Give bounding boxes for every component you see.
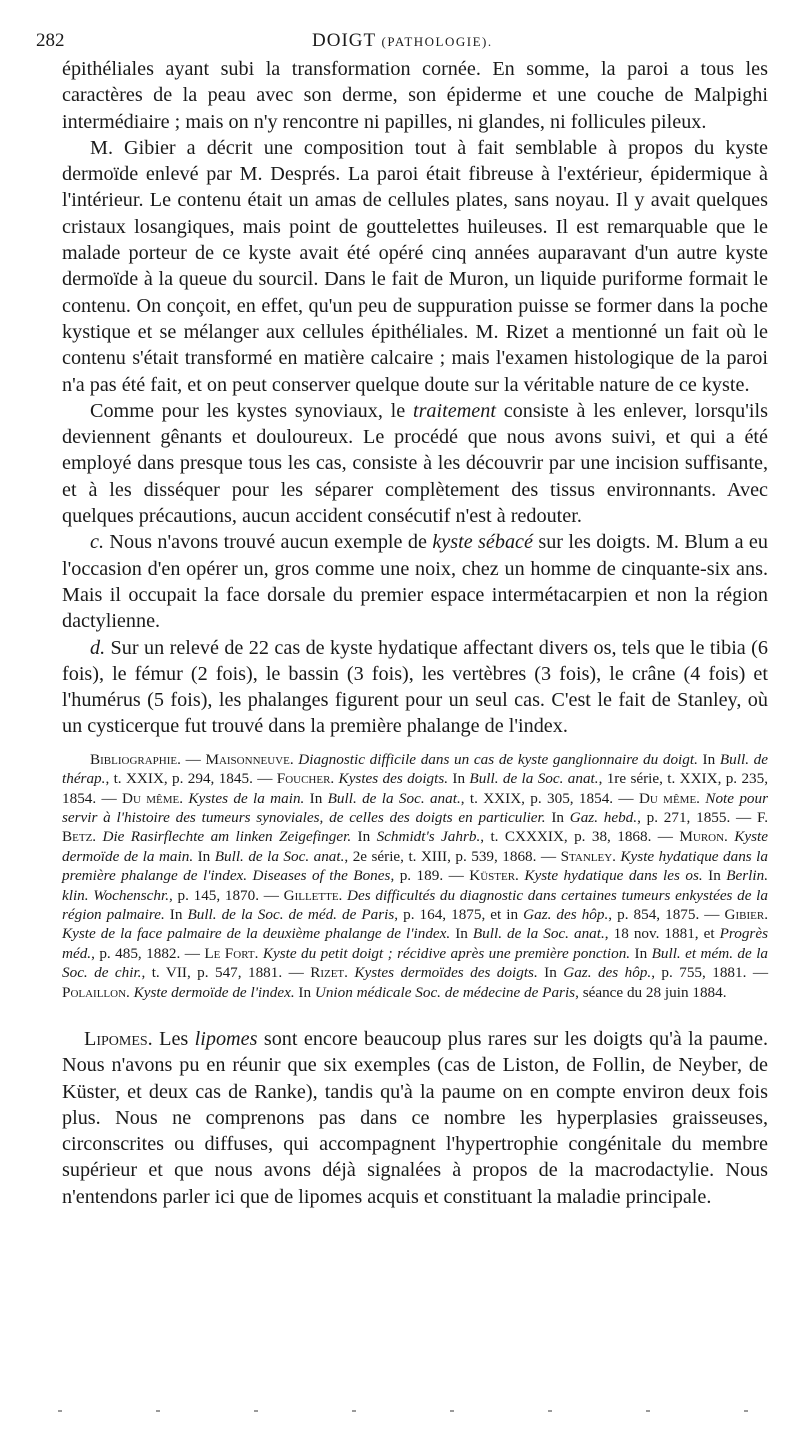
lipomes-term: lipomes <box>194 1028 258 1050</box>
biblio-ref: , p. 145, 1870. — <box>169 886 284 904</box>
biblio-title: Bull. de thérap. <box>62 750 769 788</box>
biblio-title: Bull. de la Soc. anat. <box>327 789 461 807</box>
lipomes-section <box>62 1026 768 1210</box>
biblio-author: Bibliographie. — Maisonneuve. <box>90 750 294 768</box>
dot <box>254 1410 258 1412</box>
biblio-title: Kystes dermoïdes des doigts. <box>347 964 538 982</box>
kyste-sebace-term: kyste sébacé <box>432 531 533 554</box>
bottom-dotted-rule <box>58 1410 748 1416</box>
biblio-title: Kystes des doigts. <box>334 770 449 788</box>
paragraph-d-text: Sur un relevé de 22 cas de kyste hydatique affectant divers os, tels que le tibia (6 fois), le fémur (2 fois), le bassin (3 fois), les vertèbres (3 fois), le crâne (4 fois) et l'humérus (5 fois), les phalanges figurent pour un seul cas. C'est le fait de Stanley, où un cysticerque fut trouvé dans la première phalange de l'index. <box>62 636 768 738</box>
traitement-before: Comme pour les kystes synoviaux, le <box>90 399 413 422</box>
biblio-title: Bull. de la Soc. anat. <box>469 770 599 788</box>
paragraph-d <box>62 635 768 740</box>
running-title-main: DOIGT <box>312 30 376 51</box>
biblio-title: Kyste hydatique dans la première phalange de l'index. Diseases of the Bones <box>62 847 768 885</box>
biblio-ref: , p. 854, 1875. — <box>608 905 725 923</box>
dot <box>450 1410 454 1412</box>
biblio-title: Kyste hydatique dans les os. <box>518 867 703 885</box>
biblio-ref: In <box>304 789 328 807</box>
biblio-author: Betz. <box>62 828 97 846</box>
biblio-title: Kyste dermoïde de l'index. <box>129 983 295 1001</box>
biblio-ref: , p. 271, 1855. — F. <box>637 808 768 826</box>
biblio-title: Progrès méd. <box>62 925 768 962</box>
biblio-author: Du même. <box>638 789 700 807</box>
dot <box>58 1410 62 1412</box>
page-number: 282 <box>36 30 65 51</box>
biblio-author: Muron. <box>679 828 728 846</box>
biblio-author: Foucher. <box>276 770 335 788</box>
biblio-author: Polaillon. <box>62 983 130 1001</box>
bibliography-text <box>62 750 768 1002</box>
biblio-title: Gaz. des hôp. <box>563 964 652 982</box>
paragraph-lipomes <box>62 1026 768 1210</box>
lipomes-after: sont encore beaucoup plus rares sur les doigts qu'à la paume. Nous n'avons pu en réunir que six exemples (cas de Liston, de Follin, de Neyber, de Küster, et deux cas de Ranke), tandis qu'à la paume on en compte environ deux fois plus. Nous ne comprenons pas dans ce nombre les hyperplasies graisseuses, circonscrites ou diffuses, qui accompagnent l'hypertrophie congénitale du membre supérieur et que nous avons déjà signalées à propos de la macrodactylie. Nous n'entendons parler ici que de lipomes acquis et constituant la maladie principale. <box>62 1028 768 1208</box>
paragraph-traitement <box>62 398 768 529</box>
biblio-ref: In <box>351 828 377 846</box>
biblio-title: Des difficultés du diagnostic dans certaines tumeurs enkystées de la région palmaire. <box>62 886 768 923</box>
running-title <box>312 30 493 52</box>
biblio-author: Le Fort. <box>204 944 259 962</box>
biblio-title: Berlin. klin. Wochenschr. <box>62 867 769 904</box>
biblio-ref: In <box>702 867 727 885</box>
biblio-title: Kyste dermoïde de la main. <box>62 828 768 865</box>
biblio-ref: , 2e série, t. XIII, p. 539, 1868. — <box>344 847 561 865</box>
paragraph-gibier: M. Gibier a décrit une composition tout à fait semblable à propos du kyste dermoïde enlevé par M. Després. La paroi était fibreuse à l'extérieur, épidermique à l'intérieur. Le contenu était un amas de cellules plates, sans noyau. Il y avait quelques cristaux losangiques, mais point de gouttelettes huileuses. Il est remarquable que le malade porteur de ce kyste avait été opéré cinq années auparavant d'un autre kyste dermoïde à la queue du sourcil. Dans le fait de Muron, un liquide puriforme formait le contenu. On conçoit, en effet, qu'un peu de suppuration puisse se former dans la poche kystique et se mélanger aux cellules épithéliales. M. Rizet a mentionné un fait où le contenu s'était transformé en matière calcaire ; mais l'examen histologique de la paroi n'a pas été fait, et on peut conserver quelque doute sur la véritable nature de ce kyste. <box>62 136 768 396</box>
biblio-author: Gibier. <box>724 905 769 923</box>
biblio-ref: , séance du 28 juin 1884. <box>575 983 727 1001</box>
biblio-title: Bull. et mém. de la Soc. de chir. <box>62 944 769 982</box>
biblio-ref: In <box>450 925 473 943</box>
biblio-ref: In <box>448 770 470 788</box>
lipomes-heading: Lipomes. <box>84 1028 153 1050</box>
biblio-ref: In <box>545 808 570 826</box>
dot <box>156 1410 160 1412</box>
biblio-title: Bull. de la Soc. anat. <box>214 847 345 865</box>
biblio-title: Kystes de la main. <box>183 789 305 807</box>
biblio-title: Gaz. des hôp. <box>523 905 609 923</box>
biblio-ref: In <box>164 905 188 923</box>
biblio-ref: In <box>193 847 215 865</box>
biblio-ref: In <box>537 964 564 982</box>
biblio-title: Note pour servir à l'histoire des tumeurs synoviales, de celles des doigts en particulier. <box>62 789 769 826</box>
bibliography <box>62 750 768 1002</box>
paragraph-c-after: sur les doigts. M. Blum a eu l'occasion d'en opérer un, gros comme une noix, chez un homme de cinquante-six ans. Mais il occupait la face dorsale du premier espace intermétacarpien et non la région dactylienne. <box>62 531 768 633</box>
traitement-after: consiste à les enlever, lorsqu'ils deviennent gênants et douloureux. Le procédé que nous avons suivi, et qui a été employé dans presque tous les cas, consiste à les découvrir par une incision suffisante, et à les disséquer pour les séparer complètement des tissus environnants. Avec quelques précautions, aucun accident consécutif n'est à redouter. <box>62 399 768 528</box>
biblio-ref: , t. VII, p. 547, 1881. — <box>141 964 311 982</box>
dot <box>352 1410 356 1412</box>
biblio-ref: , t. XXIX, p. 294, 1845. — <box>105 770 277 788</box>
biblio-title: Diagnostic difficile dans un cas de kyste ganglionnaire du doigt. <box>293 750 698 768</box>
biblio-author: Gillette. <box>283 886 343 904</box>
dot <box>548 1410 552 1412</box>
paragraph-d-letter: d. <box>90 636 106 659</box>
biblio-title: Kyste de la face palmaire de la deuxième phalange de l'index. <box>62 925 451 943</box>
dot <box>744 1410 748 1412</box>
paragraph-continuation: épithéliales ayant subi la transformation cornée. En somme, la paroi a tous les caractères de la peau avec son derme, son épiderme et une couche de Malpighi intermédiaire ; mais on n'y rencontre ni papilles, ni glandes, ni follicules pileux. <box>62 58 768 133</box>
book-page <box>36 24 769 1210</box>
main-text <box>62 56 768 740</box>
biblio-title: Gaz. hebd. <box>569 808 638 826</box>
biblio-ref: In <box>294 983 315 1001</box>
biblio-ref: , t. XXIX, p. 305, 1854. — <box>460 789 639 807</box>
biblio-author: Du même. <box>122 789 184 807</box>
biblio-ref: , p. 189. — <box>390 867 470 885</box>
page-header <box>36 24 768 54</box>
biblio-ref: , t. CXXXIX, p. 38, 1868. — <box>480 828 680 846</box>
biblio-author: Rizet. <box>310 964 348 982</box>
biblio-author: Küster. <box>469 867 519 885</box>
paragraph-c-before: Nous n'avons trouvé aucun exemple de <box>104 531 433 554</box>
paragraph-c-letter: c. <box>90 531 105 554</box>
biblio-title: Schmidt's Jahrb. <box>376 828 481 846</box>
biblio-ref: , p. 485, 1882. — <box>91 944 205 962</box>
traitement-term: traitement <box>412 399 496 422</box>
biblio-ref: In <box>630 944 652 962</box>
paragraph-c <box>62 529 768 634</box>
running-title-sub: (PATHOLOGIE). <box>381 34 493 49</box>
biblio-title: Bull. de la Soc. anat. <box>472 925 605 943</box>
biblio-ref: , 1re série, t. XXIX, p. 235, 1854. — <box>62 770 769 807</box>
biblio-ref: , p. 755, 1881. — <box>651 964 769 982</box>
biblio-ref: , p. 164, 1875, et in <box>394 905 524 923</box>
biblio-ref: , 18 nov. 1881, et <box>604 925 720 943</box>
biblio-author: Stanley. <box>560 847 616 865</box>
biblio-title: Union médicale Soc. de médecine de Paris <box>314 983 576 1001</box>
biblio-title: Die Rasirflechte am linken Zeigefinger. <box>96 828 352 846</box>
lipomes-before: Les <box>152 1028 195 1050</box>
dot <box>646 1410 650 1412</box>
biblio-title: Kyste du petit doigt ; récidive après une première ponction. <box>258 944 631 962</box>
biblio-title: Bull. de la Soc. de méd. de Paris <box>187 905 395 923</box>
biblio-ref: In <box>697 750 720 768</box>
